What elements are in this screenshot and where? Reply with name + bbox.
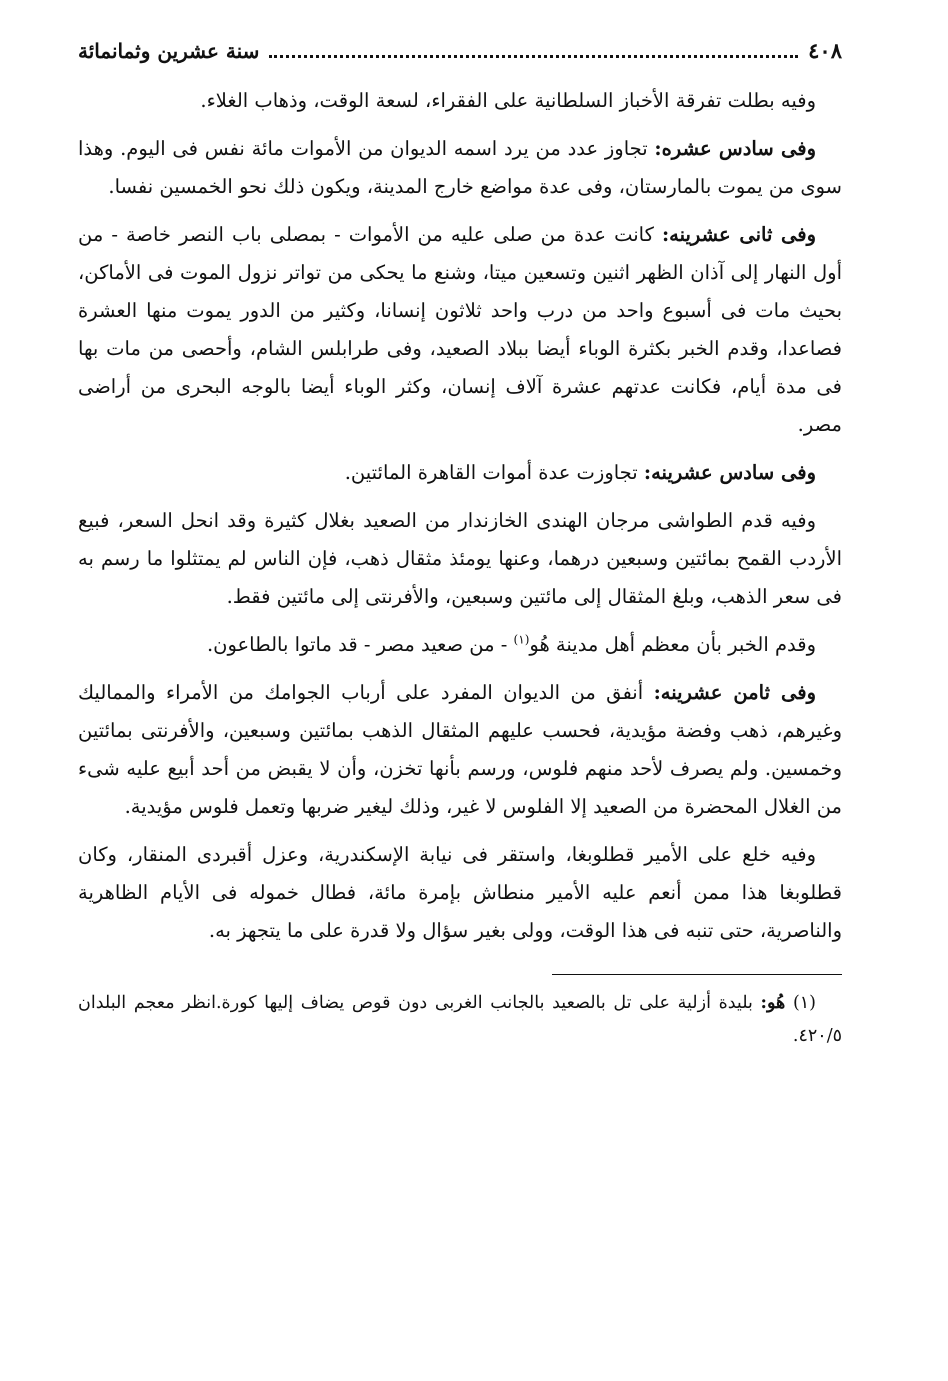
footnote-marker: (١) bbox=[792, 993, 816, 1013]
paragraph-text: تجاوزت عدة أموات القاهرة المائتين. bbox=[344, 461, 644, 484]
paragraph-text: وفيه خلع على الأمير قطلوبغا، واستقر فى نيابة الإسكندرية، وعزل أقبردى المنقار، وكان قطلوبغا هذا ممن أنعم عليه الأمير منطاش بإمرة مائة، فطال خموله فى الأيام الظاهرية والناصرية، حتى تنبه فى هذا الوقت، وولى بغير سؤال ولا قدرة على ما يتجهز به. bbox=[78, 843, 842, 942]
footnote-reference[interactable]: (١) bbox=[513, 632, 530, 647]
paragraph-3 bbox=[78, 216, 842, 444]
footnote bbox=[78, 987, 842, 1053]
paragraph-text: كانت عدة من صلى عليه من الأموات - بمصلى باب النصر خاصة - من أول النهار إلى آذان الظهر اثنين وتسعين ميتا، وشنع ما يحكى من تواتر نزول الموت فى الأماكن، بحيث مات فى أسبوع واحد من درب واحد ثلاثون إنسانا، وكثير من الدور يموت منها العشرة فصاعدا، وقدم الخبر بكثرة الوباء أيضا ببلاد الصعيد، وفى طرابلس الشام، وأحصى من مات بها فى مدة أيام، فكانت عدتهم عشرة آلاف إنسان، وكثر الوباء أيضا بالوجه البحرى من أراضى مصر. bbox=[78, 223, 842, 436]
running-title: سنة عشرين وثمانمائة bbox=[78, 39, 260, 63]
paragraph-1 bbox=[78, 82, 842, 120]
paragraph-text: وفيه قدم الطواشى مرجان الهندى الخازندار من الصعيد بغلال كثيرة وقد انحل السعر، فبيع الأردب القمح بمائتين وسبعين درهما، وعنها يومئذ مثقال ذهب، فإن الناس لم يمتثلوا ما رسم به فى سعر الذهب، وبلغ المثقال إلى مائتين وسبعين، والأفرنتى إلى مائتين فقط. bbox=[78, 509, 842, 608]
paragraph-4 bbox=[78, 454, 842, 492]
paragraph-2 bbox=[78, 130, 842, 206]
page-header bbox=[78, 38, 842, 74]
paragraph-lead: وفى سادس عشره: bbox=[654, 137, 816, 160]
page-number: ٤٠٨ bbox=[808, 38, 842, 63]
footnote-text: بليدة أزلية على تل بالصعيد بالجانب الغربى دون قوص يضاف إليها كورة.انظر معجم البلدان ٤٢٠/٥. bbox=[78, 993, 842, 1046]
paragraph-text: وقدم الخبر بأن معظم أهل مدينة هُو bbox=[529, 633, 816, 656]
paragraph-6 bbox=[78, 626, 842, 664]
footnote-separator bbox=[552, 974, 842, 975]
paragraph-lead: وفى سادس عشرينه: bbox=[643, 461, 816, 484]
paragraph-5 bbox=[78, 502, 842, 616]
paragraph-lead: وفى ثانى عشرينه: bbox=[661, 223, 816, 246]
paragraph-text-continued: - من صعيد مصر - قد ماتوا بالطاعون. bbox=[206, 633, 514, 656]
paragraph-8 bbox=[78, 836, 842, 950]
paragraph-text: تجاوز عدد من يرد اسمه الديوان من الأموات مائة نفس فى اليوم. وهذا سوى من يموت بالمارستان، وفى عدة مواضع خارج المدينة، ويكون ذلك نحو الخمسين نفسا. bbox=[78, 137, 842, 198]
paragraph-lead: وفى ثامن عشرينه: bbox=[653, 681, 816, 704]
paragraph-7 bbox=[78, 674, 842, 826]
header-leader-dots bbox=[269, 55, 798, 58]
paragraph-text: أنفق من الديوان المفرد على أرباب الجوامك من الأمراء والمماليك وغيرهم، ذهب وفضة مؤيدية، فحسب عليهم المثقال الذهب بمائتين وسبعين، والأفرنتى بمائتين وخمسين. ولم يصرف لأحد منهم فلوس، ورسم بأنها تخزن، وأن لا يقبض من أحد أبيع عليه شىء من الغلال المحضرة من الصعيد إلا الفلوس لا غير، وذلك ليغير ضربها وتعمل فلوس مؤيدية. bbox=[78, 681, 842, 818]
footnote-term: هُو: bbox=[760, 993, 786, 1013]
page-body bbox=[78, 82, 842, 950]
paragraph-text: وفيه بطلت تفرقة الأخباز السلطانية على الفقراء، لسعة الوقت، وذهاب الغلاء. bbox=[200, 89, 816, 112]
